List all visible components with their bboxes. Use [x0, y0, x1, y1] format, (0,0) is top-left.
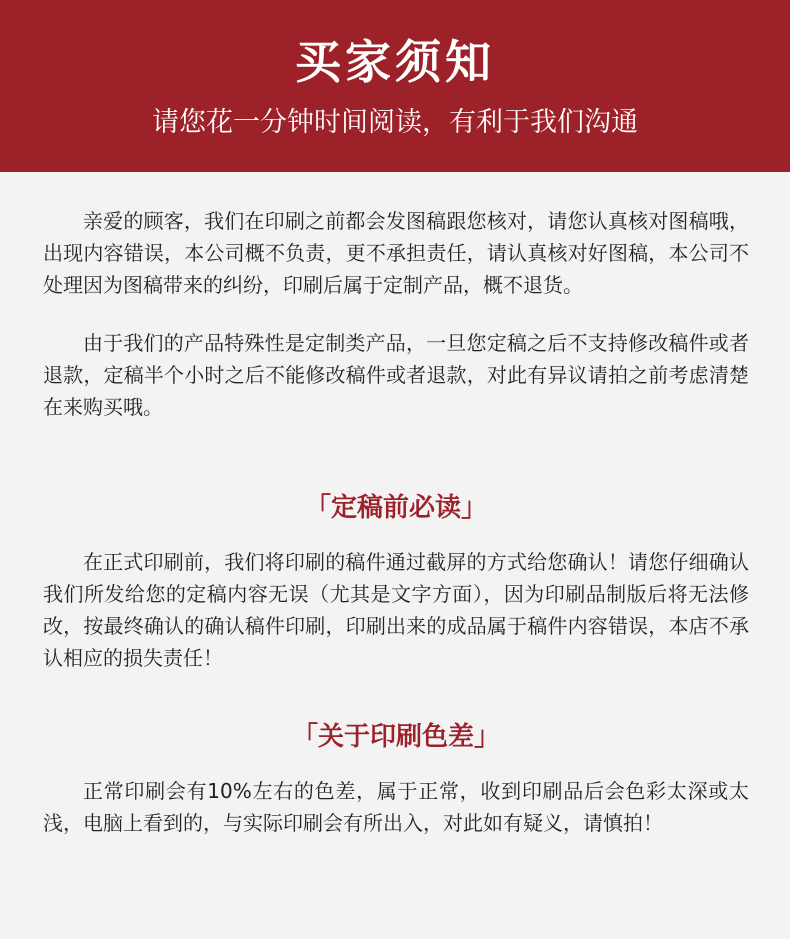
notice-paragraph-color-difference: 正常印刷会有10%左右的色差，属于正常，收到印刷品后会色彩太深或太浅，电脑上看到的，与实际印刷会有所出入，对此如有疑义，请慎拍！ [43, 779, 749, 835]
section-title-color-difference: 「关于印刷色差」 [291, 722, 500, 752]
page-title: 买家须知 [295, 35, 495, 89]
notice-paragraph-custom-product: 由于我们的产品特殊性是定制类产品，一旦您定稿之后不支持修改稿件或者退款，定稿半个小时之后不能修改稿件或者退款，对此有异议请拍之前考虑清楚在来购买哦。 [43, 331, 749, 419]
notice-paragraph-review: 亲爱的顾客，我们在印刷之前都会发图稿跟您核对，请您认真核对图稿哦，出现内容错误，本公司概不负责，更不承担责任，请认真核对好图稿，本公司不处理因为图稿带来的纠纷，印刷后属于定制产品，概不退货。 [43, 209, 749, 297]
header-banner [0, 0, 790, 172]
notice-paragraph-confirmation: 在正式印刷前，我们将印刷的稿件通过截屏的方式给您确认！请您仔细确认我们所发给您的定稿内容无误（尤其是文字方面），因为印刷品制版后将无法修改，按最终确认的确认稿件印刷，印刷出来的成品属于稿件内容错误，本店不承认相应的损失责任！ [43, 550, 749, 670]
page-subtitle: 请您花一分钟时间阅读，有利于我们沟通 [152, 107, 638, 138]
section-title-before-final: 「定稿前必读」 [304, 493, 487, 523]
